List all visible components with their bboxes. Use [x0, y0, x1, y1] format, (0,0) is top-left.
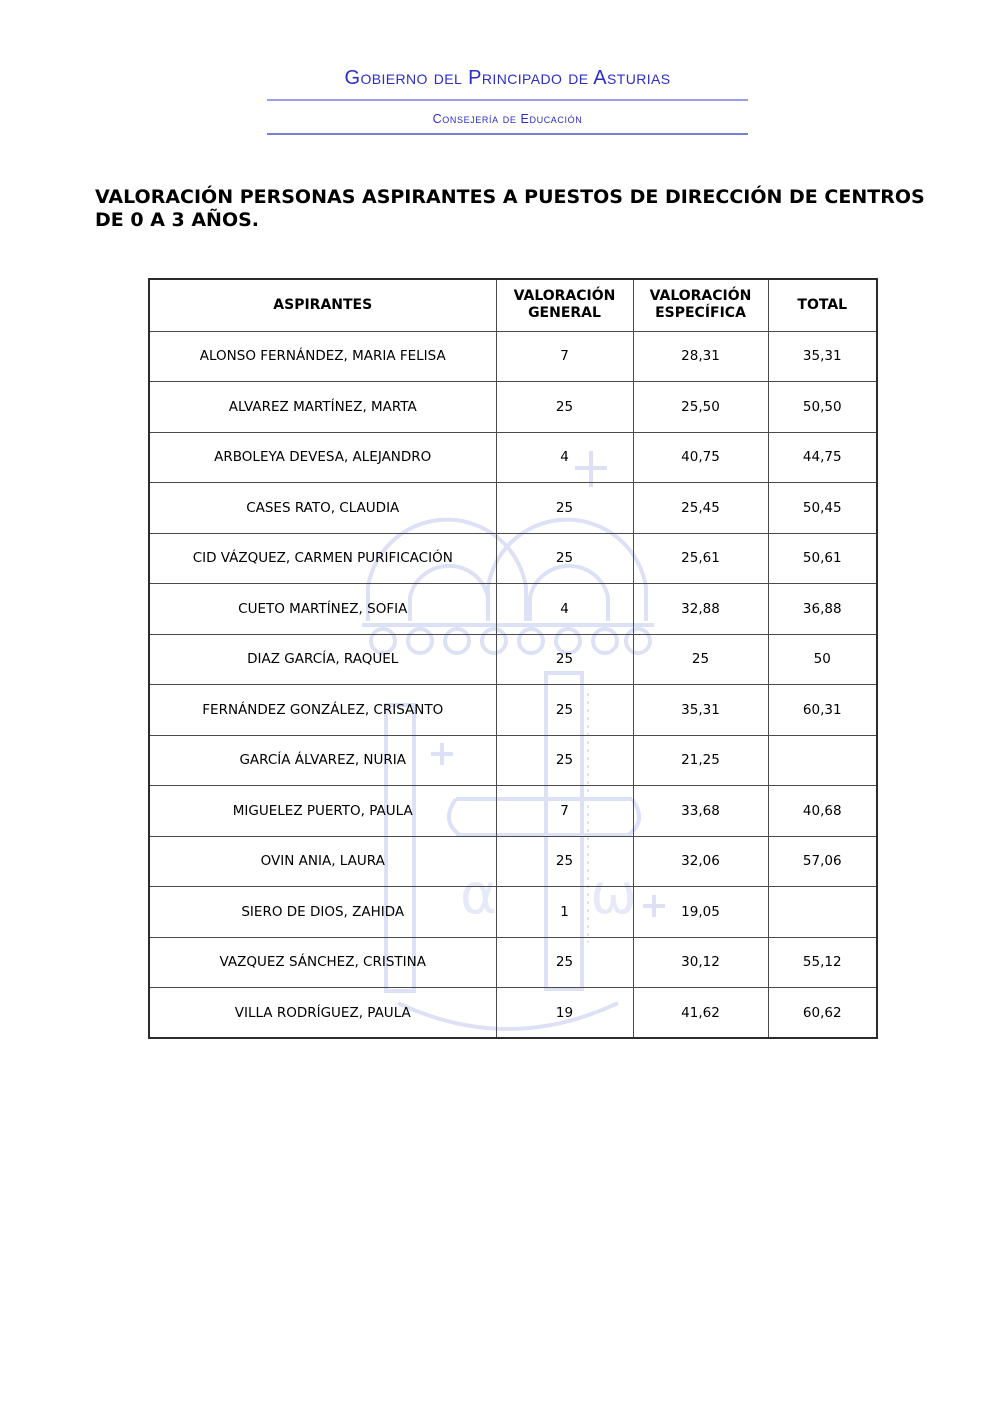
- table-row: [149, 887, 877, 938]
- svg-text:α: α: [460, 862, 497, 927]
- specific-score-cell: 25,45: [633, 483, 768, 534]
- total-score-cell: 50,50: [768, 382, 877, 433]
- applicant-name-cell: VAZQUEZ SÁNCHEZ, CRISTINA: [149, 937, 496, 988]
- general-score-cell: 25: [496, 685, 633, 736]
- table-row: [149, 533, 877, 584]
- general-score-cell: 4: [496, 432, 633, 483]
- letterhead: [267, 66, 748, 135]
- document-title-line1: VALORACIÓN PERSONAS ASPIRANTES A PUESTOS DE DIRECCIÓN DE CENTROS: [95, 186, 925, 208]
- applicant-name-cell: MIGUELEZ PUERTO, PAULA: [149, 786, 496, 837]
- table-row: [149, 382, 877, 433]
- general-score-cell: 1: [496, 887, 633, 938]
- letterhead-rule-top: [267, 99, 748, 101]
- general-score-cell: 4: [496, 584, 633, 635]
- svg-text:ω: ω: [590, 862, 637, 927]
- total-score-cell: [768, 735, 877, 786]
- table-row: [149, 634, 877, 685]
- letterhead-rule-bottom: [267, 133, 748, 135]
- column-header-valoracion-general: VALORACIÓN GENERAL: [496, 279, 633, 331]
- total-score-cell: 40,68: [768, 786, 877, 837]
- scores-table: [148, 278, 878, 1039]
- applicant-name-cell: GARCÍA ÁLVAREZ, NURIA: [149, 735, 496, 786]
- total-score-cell: 35,31: [768, 331, 877, 382]
- table-row: [149, 483, 877, 534]
- general-score-cell: 25: [496, 634, 633, 685]
- department-name: Consejería de Educación: [432, 112, 583, 126]
- applicant-name-cell: ALVAREZ MARTÍNEZ, MARTA: [149, 382, 496, 433]
- specific-score-cell: 41,62: [633, 988, 768, 1039]
- specific-score-cell: 30,12: [633, 937, 768, 988]
- general-score-cell: 7: [496, 331, 633, 382]
- general-score-cell: 25: [496, 382, 633, 433]
- specific-score-cell: 19,05: [633, 887, 768, 938]
- column-header-aspirantes: ASPIRANTES: [149, 279, 496, 331]
- specific-score-cell: 21,25: [633, 735, 768, 786]
- general-score-cell: 25: [496, 483, 633, 534]
- specific-score-cell: 25,50: [633, 382, 768, 433]
- applicant-name-cell: FERNÁNDEZ GONZÁLEZ, CRISANTO: [149, 685, 496, 736]
- total-score-cell: 60,31: [768, 685, 877, 736]
- applicant-name-cell: SIERO DE DIOS, ZAHIDA: [149, 887, 496, 938]
- general-score-cell: 25: [496, 735, 633, 786]
- applicant-name-cell: ARBOLEYA DEVESA, ALEJANDRO: [149, 432, 496, 483]
- table-row: [149, 685, 877, 736]
- specific-score-cell: 35,31: [633, 685, 768, 736]
- document-title-line2: DE 0 A 3 AÑOS.: [95, 209, 260, 231]
- general-score-cell: 25: [496, 937, 633, 988]
- total-score-cell: 44,75: [768, 432, 877, 483]
- specific-score-cell: 32,06: [633, 836, 768, 887]
- table-row: [149, 735, 877, 786]
- table-row: [149, 584, 877, 635]
- general-score-cell: 25: [496, 533, 633, 584]
- applicant-name-cell: CASES RATO, CLAUDIA: [149, 483, 496, 534]
- total-score-cell: 55,12: [768, 937, 877, 988]
- specific-score-cell: 28,31: [633, 331, 768, 382]
- applicant-name-cell: VILLA RODRÍGUEZ, PAULA: [149, 988, 496, 1039]
- specific-score-cell: 25: [633, 634, 768, 685]
- applicant-name-cell: CID VÁZQUEZ, CARMEN PURIFICACIÓN: [149, 533, 496, 584]
- general-score-cell: 19: [496, 988, 633, 1039]
- total-score-cell: 60,62: [768, 988, 877, 1039]
- general-score-cell: 7: [496, 786, 633, 837]
- government-name: Gobierno del Principado de Asturias: [344, 67, 671, 89]
- table-row: [149, 786, 877, 837]
- applicant-name-cell: OVIN ANIA, LAURA: [149, 836, 496, 887]
- table-row: [149, 331, 877, 382]
- specific-score-cell: 40,75: [633, 432, 768, 483]
- applicant-name-cell: ALONSO FERNÁNDEZ, MARIA FELISA: [149, 331, 496, 382]
- total-score-cell: 36,88: [768, 584, 877, 635]
- specific-score-cell: 25,61: [633, 533, 768, 584]
- applicant-name-cell: CUETO MARTÍNEZ, SOFIA: [149, 584, 496, 635]
- column-header-total: TOTAL: [768, 279, 877, 331]
- total-score-cell: 50,45: [768, 483, 877, 534]
- table-header-row: [149, 279, 877, 331]
- table-row: [149, 836, 877, 887]
- specific-score-cell: 32,88: [633, 584, 768, 635]
- column-header-valoracion-especifica: VALORACIÓN ESPECÍFICA: [633, 279, 768, 331]
- table-row: [149, 937, 877, 988]
- applicant-name-cell: DIAZ GARCÍA, RAQUEL: [149, 634, 496, 685]
- table-row: [149, 988, 877, 1039]
- total-score-cell: [768, 887, 877, 938]
- table-row: [149, 432, 877, 483]
- total-score-cell: 57,06: [768, 836, 877, 887]
- total-score-cell: 50,61: [768, 533, 877, 584]
- total-score-cell: 50: [768, 634, 877, 685]
- general-score-cell: 25: [496, 836, 633, 887]
- specific-score-cell: 33,68: [633, 786, 768, 837]
- document-title: [95, 186, 975, 232]
